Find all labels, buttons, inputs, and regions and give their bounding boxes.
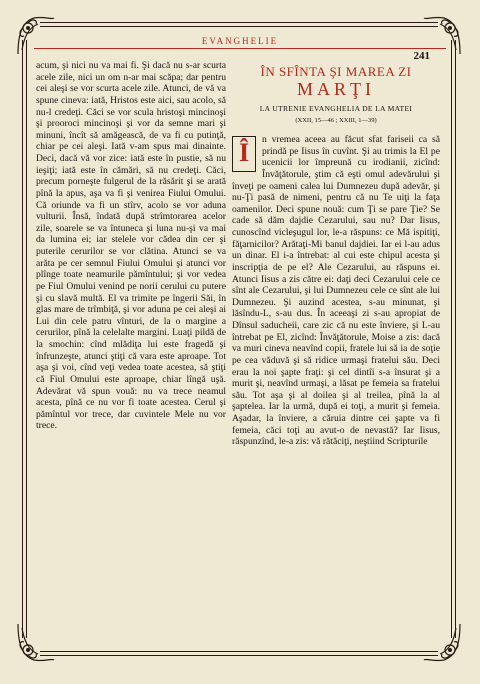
right-column xyxy=(232,60,440,448)
drop-cap xyxy=(232,136,256,172)
section-title: ÎN SFÎNTA ŞI MAREA ZI xyxy=(260,64,412,79)
scripture-reference: (XXII, 15—46 ; XXIII, 1—39) xyxy=(295,117,377,124)
left-column xyxy=(36,60,226,432)
corner-ornament-icon xyxy=(14,620,58,664)
drop-cap-letter: Î xyxy=(238,138,250,167)
section-subtitle: LA UTRENIE EVANGHELIA DE LA MATEI xyxy=(259,104,413,113)
left-column-text: acum, şi nici nu va mai fi. Şi dacă nu s-ar scurta acele zile, nici un om n-ar mai scăpa; dar pentru cei aleşi se vor scurta acele zile. Atunci, de vă va spune cineva: iată, Hristos este aici, sau acolo, să nu-l credeţi. Căci se vor scula hristoşi mincinoşi şi prooroci mincinoşi şi vor da semne mari şi minuni, încît să amăgească, de va fi cu putinţă, chiar pe cei aleşi. Iată v-am spus mai dinainte. Deci, dacă vă vor zice: iată este în pustie, să nu ieşiţi; iată este în cămări, să nu credeţi. Căci, precum porneşte fulgerul de la răsărit şi se arată pînă la apus, aşa va fi şi venirea Fiului Omului. Că oriunde va fi un stîrv, acolo se vor aduna vulturii. Însă, îndată după strîmtorarea acelor zile, soarele se va întuneca şi luna nu-şi va mai da lumina ei; iar stelele vor cădea din cer şi puterile cerurilor se vor clătina. Atunci se va arăta pe cer semnul Fiului Omului şi atunci vor plînge toate neamurile pămîntului; şi vor vedea pe Fiul Omului venind pe norii cerului cu putere şi cu slavă multă. El va trimite pe îngerii Săi, în glas mare de trîmbiţă, şi vor aduna pe cei aleşi ai Lui din cele patru vînturi, de la o margine a cerurilor, pînă la celelalte margini. Luaţi pildă de la smochin: cînd mlădiţa lui este fragedă şi înfrunzeşte, atunci ştiţi că vara este aproape. Tot aşa şi voi, cînd veţi vedea toate acestea, să ştiţi că Fiul Omului este aproape, chiar lîngă uşă. Adevărat vă spun vouă: nu va trece neamul acesta, pînă ce nu vor fi toate acestea. Cerul şi pămîntul vor trece, dar cuvintele Mele nu vor trece. xyxy=(36,60,226,432)
right-column-text: n vremea aceea au făcut sfat fariseii ca să prindă pe Iisus în cuvînt. Şi au trimis la El pe ucenicii lor împreună cu irodianii, zicînd: Învăţătorule, ştim că eşti omul adevărului şi înveţi pe oameni calea lui Dumnezeu după adevăr, şi nu-Ţi pasă de nimeni, pentru că nu Te uiţi la faţa oamenilor. Deci spune nouă: cum Ţi se pare Ţie? Se cade să dăm dajdie Cezarului, sau nu? Dar Iisus, cunoscînd vicleşugul lor, le-a răspuns: ce Mă ispitiţi, făţarnicilor? Arătaţi-Mi banul dajdiei. Iar ei l-au adus un dinar. El i-a întrebat: al cui este chipul acesta şi inscripţia de pe el? Ale Cezarului, au răspuns ei. Atunci Iisus a zis către ei: daţi deci Cezarului cele ce sînt ale Cezarului, şi lui Dumnezeu cele ce sînt ale lui Dumnezeu. Şi auzind acestea, s-au minunat, şi lăsîndu-L, s-au dus. În aceeaşi zi s-au apropiat de Dînsul saducheii, care zic că nu este înviere, şi L-au întrebat pe El, zicînd: Învăţătorule, Moise a zis: dacă va muri cineva neavînd copii, fratele lui să ia de soţie pe cea văduvă şi să ridice urmaşi fratelui său. Deci erau la noi şapte fraţi: şi cel dintîi s-a însurat şi a murit şi, neavînd urmaşi, a lăsat pe femeia sa fratelui său. Tot aşa şi al doilea şi al treilea, pînă la al şaptelea. Iar la urmă, după ei toţi, a murit şi femeia. Aşadar, la înviere, a căruia dintre cei şapte va fi femeia, căci toţi au avut-o de nevastă? Iar Iisus, răspunzînd, le-a zis: vă rătăciţi, neştiind Scripturile xyxy=(232,134,440,448)
section-title-main: MARŢI xyxy=(297,79,375,99)
header-rule xyxy=(34,48,446,49)
running-head: EVANGHELIE xyxy=(201,36,279,46)
frame-bottom-border xyxy=(40,651,438,656)
frame-top-border xyxy=(40,22,438,27)
frame-right-border xyxy=(451,40,456,638)
gospel-passage xyxy=(232,134,440,448)
frame-left-border xyxy=(22,40,27,638)
corner-ornament-icon xyxy=(420,620,464,664)
page-number: 241 xyxy=(413,50,430,62)
